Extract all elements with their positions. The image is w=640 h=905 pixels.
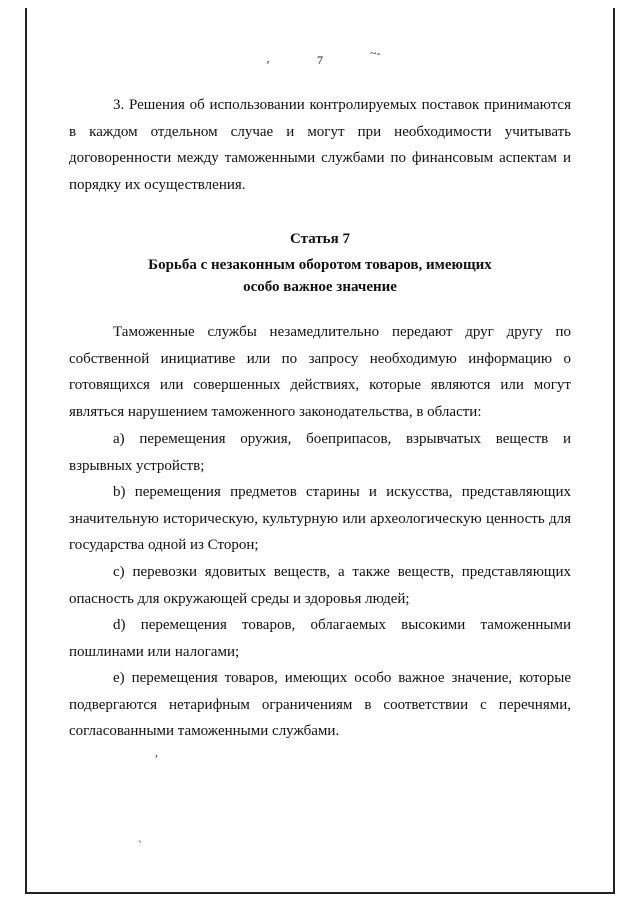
list-item-b: b) перемещения предметов старины и искусства, представляющих значительную историческую, культурную или археологическую ценность для государства одной из Сторон; (69, 484, 571, 553)
list-item-d: d) перемещения товаров, облагаемых высокими таможенными пошлинами или налогами; (69, 617, 571, 660)
article-title-line-2: особо важное значение (243, 279, 397, 295)
list-item-e: e) перемещения товаров, имеющих особо важное значение, которые подвергаются нетарифным ограничениям в соответствии с перечнями, согласованными таможенными службами. (69, 670, 571, 739)
article-number: Статья 7 (290, 231, 350, 247)
list-item-a: a) перемещения оружия, боеприпасов, взрывчатых веществ и взрывных устройств; (69, 431, 571, 474)
stray-mark: ʼ (266, 58, 270, 72)
intro-paragraph: Таможенные службы незамедлительно передают друг другу по собственной инициативе или по запросу необходимую информацию о готовящихся или совершенных действиях, которые являются или могут являться нарушением таможенного законодательства, в области: (69, 324, 571, 420)
stray-mark: ˋ (138, 838, 142, 852)
paragraph-3: 3. Решения об использовании контролируемых поставок принимаются в каждом отдельном случае и могут при необходимости учитывать договоренности между таможенными службами по финансовым аспектам и порядку их осуществления. (69, 97, 571, 193)
list-item-c: c) перевозки ядовитых веществ, а также веществ, представляющих опасность для окружающей среды и здоровья людей; (69, 564, 571, 607)
stray-mark: ~- (370, 46, 381, 60)
stray-mark: , (155, 745, 158, 759)
page-number: 7 (317, 53, 323, 67)
article-title-line-1: Борьба с незаконным оборотом товаров, имеющих (148, 257, 492, 273)
